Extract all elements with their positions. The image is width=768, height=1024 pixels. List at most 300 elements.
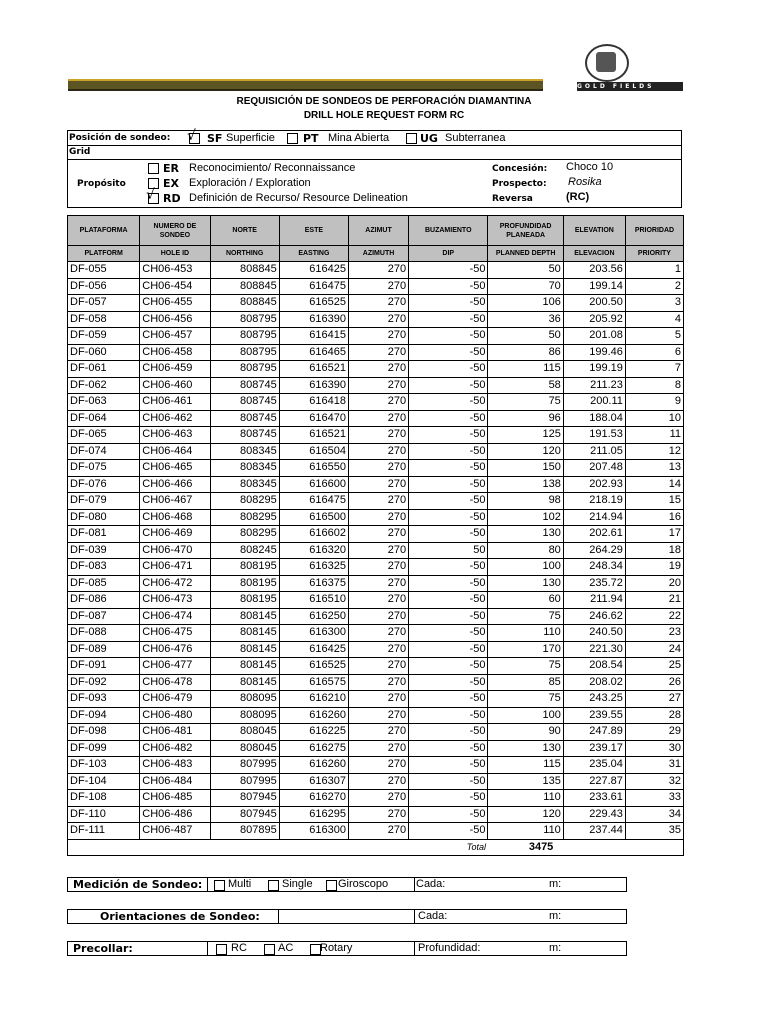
table-cell[interactable]: -50 — [409, 361, 488, 378]
table-cell[interactable]: CH06-470 — [140, 542, 210, 559]
table-cell[interactable]: 100 — [488, 707, 563, 724]
table-cell[interactable]: 616250 — [279, 608, 348, 625]
table-cell[interactable]: 270 — [349, 262, 409, 279]
table-cell[interactable]: 616418 — [279, 394, 348, 411]
table-cell[interactable]: 21 — [625, 592, 683, 609]
table-cell[interactable]: 100 — [488, 559, 563, 576]
table-cell[interactable]: CH06-471 — [140, 559, 210, 576]
table-cell[interactable]: CH06-463 — [140, 427, 210, 444]
table-cell[interactable]: 270 — [349, 509, 409, 526]
table-cell[interactable]: 270 — [349, 542, 409, 559]
table-cell[interactable]: -50 — [409, 295, 488, 312]
table-cell[interactable]: CH06-465 — [140, 460, 210, 477]
table-cell[interactable]: 270 — [349, 460, 409, 477]
table-cell[interactable]: 75 — [488, 608, 563, 625]
table-cell[interactable]: 90 — [488, 724, 563, 741]
table-cell[interactable]: 6 — [625, 344, 683, 361]
table-cell[interactable]: 50 — [488, 328, 563, 345]
table-cell[interactable]: 270 — [349, 328, 409, 345]
table-cell[interactable]: 808145 — [210, 674, 279, 691]
table-cell[interactable]: 75 — [488, 394, 563, 411]
table-cell[interactable]: CH06-468 — [140, 509, 210, 526]
table-cell[interactable]: 11 — [625, 427, 683, 444]
table-cell[interactable]: 270 — [349, 773, 409, 790]
table-cell[interactable]: 808345 — [210, 443, 279, 460]
table-cell[interactable]: -50 — [409, 410, 488, 427]
table-cell[interactable]: -50 — [409, 278, 488, 295]
table-cell[interactable]: 808345 — [210, 476, 279, 493]
table-cell[interactable]: CH06-475 — [140, 625, 210, 642]
table-cell[interactable]: 264.29 — [563, 542, 625, 559]
table-cell[interactable]: 23 — [625, 625, 683, 642]
table-cell[interactable]: 25 — [625, 658, 683, 675]
table-cell[interactable]: -50 — [409, 790, 488, 807]
table-cell[interactable]: DF-083 — [68, 559, 140, 576]
table-cell[interactable]: CH06-473 — [140, 592, 210, 609]
table-cell[interactable]: 270 — [349, 790, 409, 807]
table-cell[interactable]: DF-086 — [68, 592, 140, 609]
table-cell[interactable]: 205.92 — [563, 311, 625, 328]
table-cell[interactable]: 15 — [625, 493, 683, 510]
table-cell[interactable]: -50 — [409, 625, 488, 642]
table-cell[interactable]: DF-085 — [68, 575, 140, 592]
table-cell[interactable]: 270 — [349, 361, 409, 378]
table-cell[interactable]: 808745 — [210, 427, 279, 444]
table-cell[interactable]: 616521 — [279, 427, 348, 444]
table-cell[interactable]: DF-089 — [68, 641, 140, 658]
table-cell[interactable]: 270 — [349, 394, 409, 411]
table-cell[interactable]: 247.89 — [563, 724, 625, 741]
table-cell[interactable]: 211.94 — [563, 592, 625, 609]
table-cell[interactable]: 1 — [625, 262, 683, 279]
table-cell[interactable]: 12 — [625, 443, 683, 460]
table-cell[interactable]: 14 — [625, 476, 683, 493]
table-cell[interactable]: DF-076 — [68, 476, 140, 493]
table-cell[interactable]: 616300 — [279, 625, 348, 642]
table-cell[interactable]: CH06-487 — [140, 823, 210, 840]
table-cell[interactable]: DF-104 — [68, 773, 140, 790]
table-cell[interactable]: 270 — [349, 740, 409, 757]
table-cell[interactable]: -50 — [409, 526, 488, 543]
table-cell[interactable]: -50 — [409, 559, 488, 576]
table-cell[interactable]: CH06-464 — [140, 443, 210, 460]
table-cell[interactable]: DF-098 — [68, 724, 140, 741]
table-cell[interactable]: DF-061 — [68, 361, 140, 378]
table-cell[interactable]: 10 — [625, 410, 683, 427]
table-cell[interactable]: CH06-462 — [140, 410, 210, 427]
table-cell[interactable]: 616210 — [279, 691, 348, 708]
table-cell[interactable]: 22 — [625, 608, 683, 625]
table-cell[interactable]: 808845 — [210, 262, 279, 279]
table-cell[interactable]: 58 — [488, 377, 563, 394]
table-cell[interactable]: 130 — [488, 575, 563, 592]
table-cell[interactable]: 120 — [488, 806, 563, 823]
table-cell[interactable]: 199.14 — [563, 278, 625, 295]
table-cell[interactable]: 616475 — [279, 278, 348, 295]
table-cell[interactable]: 616425 — [279, 641, 348, 658]
table-cell[interactable]: 170 — [488, 641, 563, 658]
table-cell[interactable]: 270 — [349, 806, 409, 823]
table-cell[interactable]: CH06-480 — [140, 707, 210, 724]
table-cell[interactable]: DF-059 — [68, 328, 140, 345]
table-cell[interactable]: 616300 — [279, 823, 348, 840]
table-cell[interactable]: 202.93 — [563, 476, 625, 493]
table-cell[interactable]: 31 — [625, 757, 683, 774]
table-cell[interactable]: 616600 — [279, 476, 348, 493]
table-cell[interactable]: DF-056 — [68, 278, 140, 295]
table-cell[interactable]: 807895 — [210, 823, 279, 840]
table-cell[interactable]: 19 — [625, 559, 683, 576]
table-cell[interactable]: 807995 — [210, 757, 279, 774]
table-cell[interactable]: 75 — [488, 691, 563, 708]
table-cell[interactable]: CH06-483 — [140, 757, 210, 774]
table-cell[interactable]: 616320 — [279, 542, 348, 559]
table-cell[interactable]: 243.25 — [563, 691, 625, 708]
table-cell[interactable]: 270 — [349, 592, 409, 609]
table-cell[interactable]: 221.30 — [563, 641, 625, 658]
table-cell[interactable]: CH06-486 — [140, 806, 210, 823]
table-cell[interactable]: 35 — [625, 823, 683, 840]
table-cell[interactable]: 115 — [488, 361, 563, 378]
table-cell[interactable]: 191.53 — [563, 427, 625, 444]
table-cell[interactable]: DF-079 — [68, 493, 140, 510]
table-cell[interactable]: 102 — [488, 509, 563, 526]
table-cell[interactable]: 29 — [625, 724, 683, 741]
table-cell[interactable]: 28 — [625, 707, 683, 724]
table-cell[interactable]: DF-080 — [68, 509, 140, 526]
table-cell[interactable]: 808295 — [210, 493, 279, 510]
table-cell[interactable]: 616225 — [279, 724, 348, 741]
table-cell[interactable]: 199.46 — [563, 344, 625, 361]
table-cell[interactable]: CH06-466 — [140, 476, 210, 493]
table-cell[interactable]: 808795 — [210, 344, 279, 361]
table-cell[interactable]: 203.56 — [563, 262, 625, 279]
table-cell[interactable]: 808245 — [210, 542, 279, 559]
table-cell[interactable]: 270 — [349, 443, 409, 460]
table-cell[interactable]: 270 — [349, 377, 409, 394]
table-cell[interactable]: -50 — [409, 509, 488, 526]
table-cell[interactable]: 808195 — [210, 575, 279, 592]
table-cell[interactable]: -50 — [409, 823, 488, 840]
table-cell[interactable]: 270 — [349, 278, 409, 295]
table-cell[interactable]: CH06-455 — [140, 295, 210, 312]
table-cell[interactable]: DF-091 — [68, 658, 140, 675]
table-cell[interactable]: 616307 — [279, 773, 348, 790]
table-cell[interactable]: 110 — [488, 625, 563, 642]
table-cell[interactable]: 808795 — [210, 328, 279, 345]
table-cell[interactable]: 110 — [488, 790, 563, 807]
table-cell[interactable]: 150 — [488, 460, 563, 477]
table-cell[interactable]: 270 — [349, 707, 409, 724]
table-cell[interactable]: CH06-454 — [140, 278, 210, 295]
table-cell[interactable]: 235.72 — [563, 575, 625, 592]
table-cell[interactable]: -50 — [409, 377, 488, 394]
table-cell[interactable]: -50 — [409, 707, 488, 724]
table-cell[interactable]: 211.23 — [563, 377, 625, 394]
table-cell[interactable]: 96 — [488, 410, 563, 427]
table-cell[interactable]: CH06-458 — [140, 344, 210, 361]
table-cell[interactable]: 16 — [625, 509, 683, 526]
table-cell[interactable]: 616521 — [279, 361, 348, 378]
table-cell[interactable]: 270 — [349, 344, 409, 361]
table-cell[interactable]: -50 — [409, 724, 488, 741]
table-cell[interactable]: 270 — [349, 724, 409, 741]
table-cell[interactable]: 808095 — [210, 691, 279, 708]
table-cell[interactable]: 270 — [349, 658, 409, 675]
table-cell[interactable]: 4 — [625, 311, 683, 328]
table-cell[interactable]: -50 — [409, 608, 488, 625]
table-cell[interactable]: 50 — [409, 542, 488, 559]
table-cell[interactable]: 807995 — [210, 773, 279, 790]
table-cell[interactable]: 8 — [625, 377, 683, 394]
table-cell[interactable]: 616390 — [279, 377, 348, 394]
table-cell[interactable]: 270 — [349, 625, 409, 642]
table-cell[interactable]: 9 — [625, 394, 683, 411]
table-cell[interactable]: DF-065 — [68, 427, 140, 444]
table-cell[interactable]: CH06-457 — [140, 328, 210, 345]
table-cell[interactable]: 86 — [488, 344, 563, 361]
table-cell[interactable]: CH06-472 — [140, 575, 210, 592]
table-cell[interactable]: 270 — [349, 476, 409, 493]
table-cell[interactable]: DF-088 — [68, 625, 140, 642]
table-cell[interactable]: 616260 — [279, 707, 348, 724]
table-cell[interactable]: DF-055 — [68, 262, 140, 279]
table-cell[interactable]: 202.61 — [563, 526, 625, 543]
table-cell[interactable]: CH06-474 — [140, 608, 210, 625]
table-cell[interactable]: 808145 — [210, 641, 279, 658]
rc-checkbox[interactable] — [216, 944, 227, 955]
table-cell[interactable]: 808045 — [210, 740, 279, 757]
table-cell[interactable]: DF-081 — [68, 526, 140, 543]
table-cell[interactable]: -50 — [409, 773, 488, 790]
table-cell[interactable]: CH06-453 — [140, 262, 210, 279]
table-cell[interactable]: 808845 — [210, 295, 279, 312]
table-cell[interactable]: CH06-482 — [140, 740, 210, 757]
table-cell[interactable]: 270 — [349, 674, 409, 691]
table-cell[interactable]: 270 — [349, 526, 409, 543]
table-cell[interactable]: 616525 — [279, 658, 348, 675]
table-cell[interactable]: 616275 — [279, 740, 348, 757]
table-cell[interactable]: -50 — [409, 394, 488, 411]
table-cell[interactable]: 616375 — [279, 575, 348, 592]
table-cell[interactable]: 106 — [488, 295, 563, 312]
table-cell[interactable]: 7 — [625, 361, 683, 378]
table-cell[interactable]: DF-062 — [68, 377, 140, 394]
table-cell[interactable]: CH06-477 — [140, 658, 210, 675]
table-cell[interactable]: CH06-467 — [140, 493, 210, 510]
table-cell[interactable]: -50 — [409, 575, 488, 592]
table-cell[interactable]: DF-039 — [68, 542, 140, 559]
pt-checkbox[interactable] — [287, 133, 298, 144]
table-cell[interactable]: 110 — [488, 823, 563, 840]
table-cell[interactable]: 33 — [625, 790, 683, 807]
table-cell[interactable]: 235.04 — [563, 757, 625, 774]
table-cell[interactable]: 70 — [488, 278, 563, 295]
table-cell[interactable]: 270 — [349, 575, 409, 592]
table-cell[interactable]: 34 — [625, 806, 683, 823]
table-cell[interactable]: DF-075 — [68, 460, 140, 477]
table-cell[interactable]: 616295 — [279, 806, 348, 823]
table-cell[interactable]: 115 — [488, 757, 563, 774]
table-cell[interactable]: 98 — [488, 493, 563, 510]
table-cell[interactable]: 239.55 — [563, 707, 625, 724]
table-cell[interactable]: 218.19 — [563, 493, 625, 510]
giroscopo-checkbox[interactable] — [326, 880, 337, 891]
table-cell[interactable]: -50 — [409, 691, 488, 708]
table-cell[interactable]: 130 — [488, 526, 563, 543]
table-cell[interactable]: 208.54 — [563, 658, 625, 675]
table-cell[interactable]: 207.48 — [563, 460, 625, 477]
table-cell[interactable]: 808145 — [210, 608, 279, 625]
table-cell[interactable]: 233.61 — [563, 790, 625, 807]
table-cell[interactable]: 30 — [625, 740, 683, 757]
table-cell[interactable]: DF-060 — [68, 344, 140, 361]
table-cell[interactable]: CH06-461 — [140, 394, 210, 411]
table-cell[interactable]: -50 — [409, 757, 488, 774]
table-cell[interactable]: -50 — [409, 311, 488, 328]
table-cell[interactable]: 808145 — [210, 658, 279, 675]
table-cell[interactable]: 270 — [349, 691, 409, 708]
table-cell[interactable]: 808195 — [210, 559, 279, 576]
table-cell[interactable]: 270 — [349, 427, 409, 444]
table-cell[interactable]: 807945 — [210, 806, 279, 823]
ug-checkbox[interactable] — [406, 133, 417, 144]
table-cell[interactable]: 239.17 — [563, 740, 625, 757]
table-cell[interactable]: -50 — [409, 328, 488, 345]
table-cell[interactable]: DF-058 — [68, 311, 140, 328]
table-cell[interactable]: 808145 — [210, 625, 279, 642]
table-cell[interactable]: -50 — [409, 460, 488, 477]
table-cell[interactable]: 616475 — [279, 493, 348, 510]
table-cell[interactable]: 214.94 — [563, 509, 625, 526]
table-cell[interactable]: 240.50 — [563, 625, 625, 642]
table-cell[interactable]: -50 — [409, 262, 488, 279]
table-cell[interactable]: -50 — [409, 674, 488, 691]
table-cell[interactable]: -50 — [409, 476, 488, 493]
table-cell[interactable]: 24 — [625, 641, 683, 658]
table-cell[interactable]: 120 — [488, 443, 563, 460]
table-cell[interactable]: 3 — [625, 295, 683, 312]
table-cell[interactable]: 808795 — [210, 311, 279, 328]
table-cell[interactable]: 616470 — [279, 410, 348, 427]
table-cell[interactable]: 246.62 — [563, 608, 625, 625]
table-cell[interactable]: -50 — [409, 658, 488, 675]
table-cell[interactable]: 18 — [625, 542, 683, 559]
table-cell[interactable]: 32 — [625, 773, 683, 790]
table-cell[interactable]: 211.05 — [563, 443, 625, 460]
table-cell[interactable]: DF-094 — [68, 707, 140, 724]
table-cell[interactable]: 270 — [349, 641, 409, 658]
table-cell[interactable]: DF-087 — [68, 608, 140, 625]
table-cell[interactable]: DF-057 — [68, 295, 140, 312]
table-cell[interactable]: DF-063 — [68, 394, 140, 411]
table-cell[interactable]: 75 — [488, 658, 563, 675]
table-cell[interactable]: 807945 — [210, 790, 279, 807]
table-cell[interactable]: -50 — [409, 592, 488, 609]
table-cell[interactable]: 201.08 — [563, 328, 625, 345]
table-cell[interactable]: 130 — [488, 740, 563, 757]
table-cell[interactable]: 85 — [488, 674, 563, 691]
table-cell[interactable]: 616550 — [279, 460, 348, 477]
table-cell[interactable]: DF-074 — [68, 443, 140, 460]
table-cell[interactable]: 616510 — [279, 592, 348, 609]
single-checkbox[interactable] — [268, 880, 279, 891]
table-cell[interactable]: 248.34 — [563, 559, 625, 576]
table-cell[interactable]: CH06-460 — [140, 377, 210, 394]
table-cell[interactable]: 188.04 — [563, 410, 625, 427]
table-cell[interactable]: 200.11 — [563, 394, 625, 411]
table-cell[interactable]: 50 — [488, 262, 563, 279]
table-cell[interactable]: 808845 — [210, 278, 279, 295]
table-cell[interactable]: CH06-469 — [140, 526, 210, 543]
table-cell[interactable]: 808345 — [210, 460, 279, 477]
table-cell[interactable]: 808295 — [210, 509, 279, 526]
table-cell[interactable]: 616260 — [279, 757, 348, 774]
table-cell[interactable]: 616325 — [279, 559, 348, 576]
table-cell[interactable]: -50 — [409, 344, 488, 361]
table-cell[interactable]: 5 — [625, 328, 683, 345]
table-cell[interactable]: 616425 — [279, 262, 348, 279]
table-cell[interactable]: CH06-456 — [140, 311, 210, 328]
table-cell[interactable]: 270 — [349, 410, 409, 427]
table-cell[interactable]: 808795 — [210, 361, 279, 378]
table-cell[interactable]: -50 — [409, 443, 488, 460]
table-cell[interactable]: 80 — [488, 542, 563, 559]
table-cell[interactable]: 17 — [625, 526, 683, 543]
table-cell[interactable]: 808095 — [210, 707, 279, 724]
table-cell[interactable]: DF-064 — [68, 410, 140, 427]
table-cell[interactable]: -50 — [409, 641, 488, 658]
table-cell[interactable]: DF-108 — [68, 790, 140, 807]
table-cell[interactable]: 808045 — [210, 724, 279, 741]
table-cell[interactable]: -50 — [409, 806, 488, 823]
table-cell[interactable]: 200.50 — [563, 295, 625, 312]
table-cell[interactable]: 808745 — [210, 394, 279, 411]
table-cell[interactable]: 270 — [349, 493, 409, 510]
table-cell[interactable]: DF-103 — [68, 757, 140, 774]
table-cell[interactable]: 270 — [349, 823, 409, 840]
table-cell[interactable]: 808195 — [210, 592, 279, 609]
table-cell[interactable]: 60 — [488, 592, 563, 609]
table-cell[interactable]: DF-093 — [68, 691, 140, 708]
multi-checkbox[interactable] — [214, 880, 225, 891]
table-cell[interactable]: -50 — [409, 427, 488, 444]
table-cell[interactable]: 616500 — [279, 509, 348, 526]
table-cell[interactable]: 125 — [488, 427, 563, 444]
ac-checkbox[interactable] — [264, 944, 275, 955]
table-cell[interactable]: CH06-478 — [140, 674, 210, 691]
table-cell[interactable]: 616525 — [279, 295, 348, 312]
table-cell[interactable]: 138 — [488, 476, 563, 493]
table-cell[interactable]: 616270 — [279, 790, 348, 807]
er-checkbox[interactable] — [148, 163, 159, 174]
table-cell[interactable]: 808295 — [210, 526, 279, 543]
table-cell[interactable]: 808745 — [210, 377, 279, 394]
table-cell[interactable]: 229.43 — [563, 806, 625, 823]
table-cell[interactable]: CH06-479 — [140, 691, 210, 708]
table-cell[interactable]: DF-092 — [68, 674, 140, 691]
table-cell[interactable]: 616390 — [279, 311, 348, 328]
table-cell[interactable]: 270 — [349, 311, 409, 328]
table-cell[interactable]: 270 — [349, 295, 409, 312]
table-cell[interactable]: 808745 — [210, 410, 279, 427]
table-cell[interactable]: CH06-476 — [140, 641, 210, 658]
table-cell[interactable]: 27 — [625, 691, 683, 708]
table-cell[interactable]: CH06-481 — [140, 724, 210, 741]
table-cell[interactable]: 199.19 — [563, 361, 625, 378]
table-cell[interactable]: 237.44 — [563, 823, 625, 840]
table-cell[interactable]: 270 — [349, 608, 409, 625]
